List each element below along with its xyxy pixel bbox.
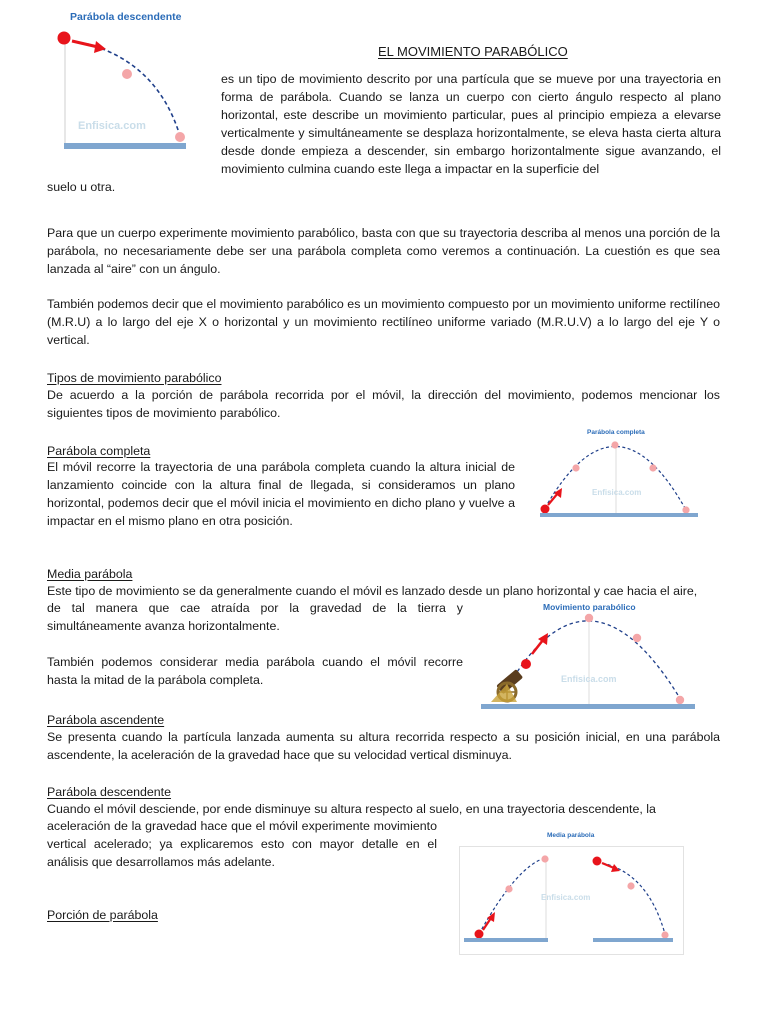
ground <box>593 938 673 942</box>
velocity-arrow <box>94 41 106 53</box>
ball <box>593 857 602 866</box>
document-title: EL MOVIMIENTO PARABÓLICO <box>378 44 568 59</box>
ghost-ball <box>649 464 656 471</box>
ghost-ball <box>122 69 132 79</box>
intro-paragraph-end: suelo u otra. <box>47 180 116 194</box>
watermark: Enfisica.com <box>541 893 591 902</box>
figure-title: Parábola descendente <box>70 11 182 23</box>
figure-title: Movimiento parabólico <box>543 602 636 612</box>
ghost-ball <box>633 634 641 642</box>
ground <box>64 143 186 149</box>
figure-media-parabola <box>459 826 685 956</box>
figure-parabola-completa <box>528 424 704 522</box>
heading-parabola-completa: Parábola completa <box>47 444 151 458</box>
trajectory <box>545 446 686 510</box>
intro-paragraph: es un tipo de movimiento descrito por una partícula que se mueve por una trayectoria en forma de parábola. Cuando se lanza un cuerpo con cierto ángulo respecto al plano horizontal, este describe un movimiento particular, pues al principio empieza a elevarse verticalmente y simultáneamente se desplaza horizontalmente, se eleva hasta cierta altura desde donde empieza a descender, sin embargo horizontalmente sigue avanzando, el movimiento culmina cuando este llega a impactar en la superficie del <box>221 72 721 176</box>
ground <box>481 704 695 709</box>
ghost-ball <box>175 132 185 142</box>
watermark: Enfisica.com <box>592 488 642 497</box>
heading-parabola-ascendente: Parábola ascendente <box>47 713 165 727</box>
descendente-text-rest: aceleración de la gravedad hace que el móvil experimente movimiento vertical acelerado; ya explicaremos esto con mayor detalle en el análisis que desarrollamos más adelante. <box>47 819 437 869</box>
ghost-ball <box>611 441 618 448</box>
figure-parabola-descendente <box>48 4 218 154</box>
tipos-text: De acuerdo a la porción de parábola recorrida por el móvil, la dirección del movimiento, podemos mencionar los siguientes tipos de movimiento parabólico. <box>47 388 720 420</box>
cannon-icon <box>491 669 523 702</box>
ball <box>475 930 484 939</box>
ascendente-text: Se presenta cuando la partícula lanzada aumenta su altura recorrida respecto a su posición inicial, en una parábola ascendente, la aceleración de la gravedad hace que su velocidad vertical disminuya. <box>47 730 720 762</box>
trajectory-descending <box>597 862 665 934</box>
ghost-ball <box>627 882 634 889</box>
heading-parabola-descendente: Parábola descendente <box>47 785 172 799</box>
media-text-2: También podemos considerar media parábola cuando el móvil recorre hasta la mitad de la parábola completa. <box>47 655 463 687</box>
ball <box>541 505 550 514</box>
paragraph-2: Para que un cuerpo experimente movimiento parabólico, basta con que su trayectoria describa al menos una porción de la parábola, no necesariamente debe ser una parábola completa como veremos a continuación. La cuestión es que sea lanzada al “aire” con un ángulo. <box>47 226 720 276</box>
ghost-ball <box>572 464 579 471</box>
trajectory <box>507 621 681 700</box>
figure-title: Media parábola <box>547 832 595 839</box>
completa-text: El móvil recorre la trayectoria de una parábola completa cuando la altura inicial de lanzamiento coincide con la altura final de llegada, si consideramos un plano horizontal, podemos decir que el móvil inicia el movimiento en dicho plano y vuelve a impactar en el mismo plano en otra posición. <box>47 460 515 528</box>
figure-title: Parábola completa <box>587 429 645 436</box>
descendente-text-full: Cuando el móvil desciende, por ende disminuye su altura respecto al suelo, en una trayectoria descendente, la <box>47 802 656 816</box>
ghost-ball <box>661 931 668 938</box>
figure-movimiento-parabolico <box>477 598 705 714</box>
ghost-ball <box>682 506 689 513</box>
ball <box>521 659 531 669</box>
heading-porcion-parabola: Porción de parábola <box>47 908 158 922</box>
ball <box>58 32 71 45</box>
ghost-ball <box>505 885 512 892</box>
watermark: Enfisica.com <box>78 120 146 132</box>
media-text-rest: de tal manera que cae atraída por la gravedad de la tierra y simultáneamente avanza horizontalmente. <box>47 601 463 633</box>
media-text-full: Este tipo de movimiento se da generalmente cuando el móvil es lanzado desde un plano horizontal y cae hacia el aire, <box>47 584 698 598</box>
watermark: Enfisica.com <box>561 674 617 684</box>
ghost-ball <box>541 855 548 862</box>
ground <box>540 513 698 517</box>
ghost-ball <box>676 696 684 704</box>
heading-media-parabola: Media parábola <box>47 567 133 581</box>
paragraph-3: También podemos decir que el movimiento parabólico es un movimiento compuesto por un movimiento uniforme rectilíneo (M.R.U) a lo largo del eje X o horizontal y un movimiento rectilíneo uniforme variado (M.R.U.V) a lo largo del eje Y o vertical. <box>47 297 720 347</box>
heading-tipos: Tipos de movimiento parabólico <box>47 371 222 385</box>
ground <box>464 938 548 942</box>
ghost-ball <box>585 614 593 622</box>
